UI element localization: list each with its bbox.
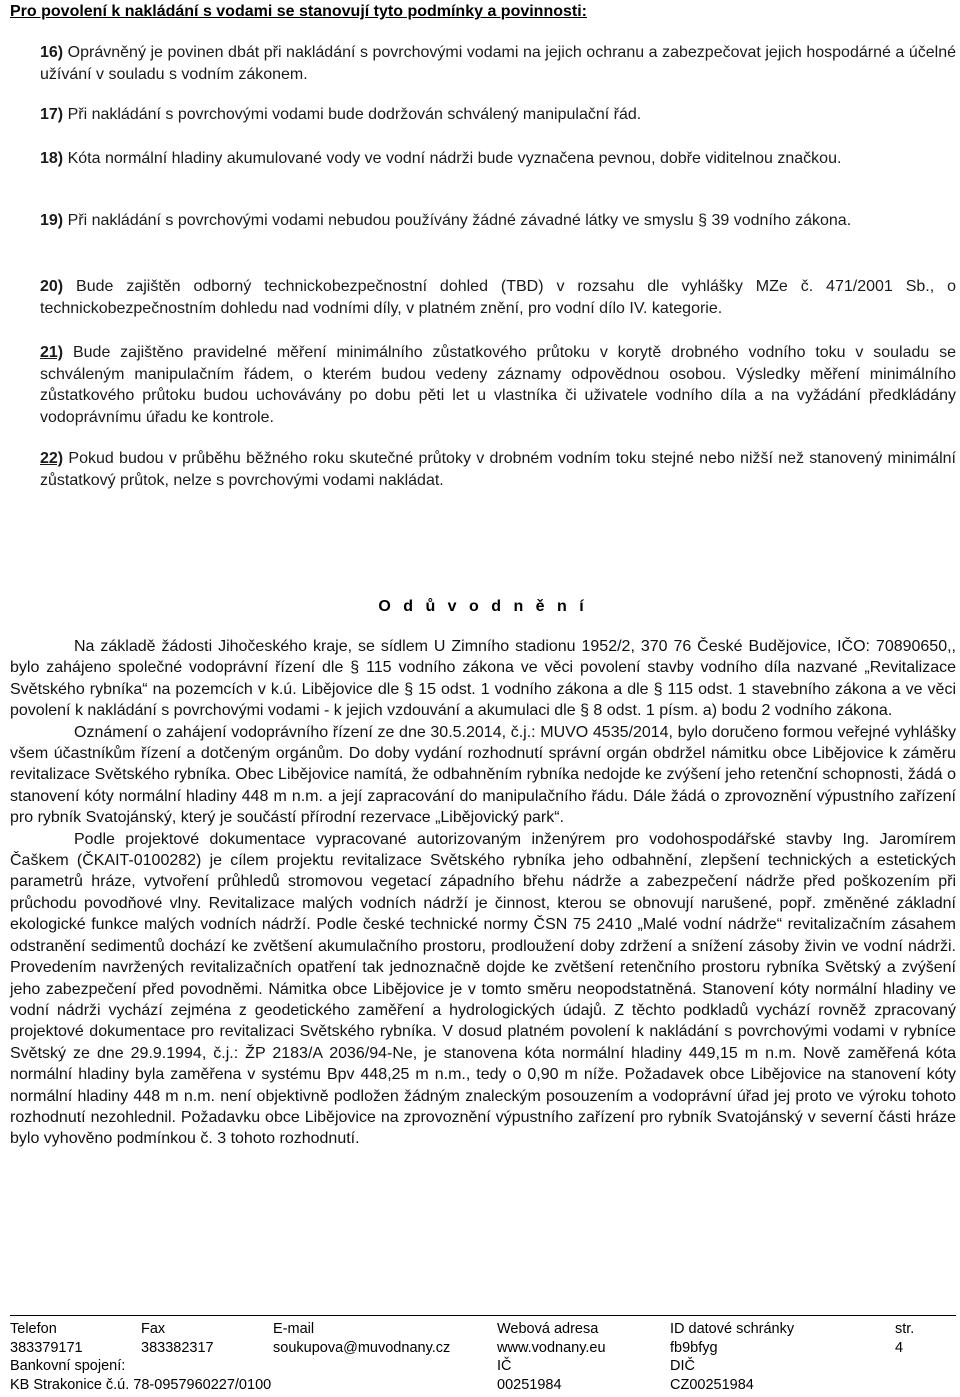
condition-20: 20) Bude zajištěn odborný technickobezpečnostní dohled (TBD) v rozsahu dle vyhlášky MZe č. 471/2001 Sb., o technickobezpečnostním dohledu nad vodními díly, v platném znění, pro vodní dílo IV. kategorie. <box>40 278 956 317</box>
conditions-heading: Pro povolení k nakládání s vodami se stanovují tyto podmínky a povinnosti: <box>10 3 587 20</box>
footer-label-web: Webová adresa <box>497 1321 599 1337</box>
footer-divider <box>10 1315 956 1316</box>
footer-databox: fb9bfyg <box>670 1339 718 1356</box>
reasoning-title: O d ů v o d n ě n í <box>378 598 588 615</box>
footer-label-fax: Fax <box>141 1321 166 1337</box>
footer-row-labels <box>10 1320 956 1339</box>
reasoning-body <box>10 636 956 1150</box>
condition-19: 19) Při nakládání s povrchovými vodami nebudou používány žádné závadné látky ve smyslu § 39 vodního zákona. <box>40 212 852 229</box>
footer-label-bank: Bankovní spojení: <box>10 1358 126 1374</box>
condition-17: 17) Při nakládání s povrchovými vodami bude dodržován schválený manipulační řád. <box>40 106 642 123</box>
footer-email-link[interactable]: soukupova@muvodnany.cz <box>273 1339 451 1356</box>
footer-bank-account: KB Strakonice č.ú. 78-0957960227/0100 <box>10 1376 272 1393</box>
footer-label-page: str. <box>895 1321 915 1337</box>
condition-21: 21) Bude zajištěno pravidelné měření minimálního zůstatkového průtoku v korytě drobného vodního toku v souladu se schváleným manipulačním řádem, o kterém budou vedeny záznamy odpovědnou osobou. Výsledky měření minimálního zůstatkového průtoku budou uchovávány po dobu pěti let u vlastníka či uživatele vodního díla a na vyžádání předkládány vodoprávnímu úřadu ke kontrole. <box>40 344 957 426</box>
reasoning-paragraph: Na základě žádosti Jihočeského kraje, se sídlem U Zimního stadionu 1952/2, 370 76 České Budějovice, IČO: 70890650,, bylo zahájeno společné vodoprávní řízení dle § 115 vodního zákona ve věci povolení stavby vodního díla nazvané „Revitalizace Světského rybníka“ na pozemcích v k.ú. Liběјovice dle § 15 odst. 1 vodního zákona a dle § 115 odst. 1 stavebního zákona a ve věci povolení k nakládání s povrchovými vodami - k jejich vzdouvání a akumulaci dle § 8 odst. 1 písm. a) bodu 2 vodního zákona. <box>10 638 956 720</box>
footer-fax: 383382317 <box>141 1339 214 1356</box>
footer-web-link[interactable]: www.vodnany.eu <box>497 1339 606 1356</box>
footer-label-dic: DIČ <box>670 1358 695 1374</box>
condition-18: 18) Kóta normální hladiny akumulované vody ve vodní nádrži bude vyznačena pevnou, dobře viditelnou značkou. <box>40 150 842 167</box>
footer-page-number: 4 <box>895 1339 904 1356</box>
condition-22: 22) Pokud budou v průběhu běžného roku skutečné průtoky v drobném vodním toku stejné nebo nižší než stanovený minimální zůstatkový průtok, nelze s povrchovými vodami nakládat. <box>40 450 956 489</box>
reasoning-paragraph: Oznámení o zahájení vodoprávního řízení ze dne 30.5.2014, č.j.: MUVO 4535/2014, bylo doručeno formou veřejné vyhlášky všem účastníkům řízení a dotčeným orgánům. Do doby vydání rozhodnutí správní orgán obdržel námitku obce Liběјovice k záměru revitalizace Světského rybníka. Obec Liběјovice namítá, že odbahněním rybníka nedojde ke zvýšení jeho retenční schopnosti, žádá o stanovení kóty normální hladiny 448 m n.m. a její zapracování do manipulačního řádu. Dále žádá o zprovoznění výpustního zařízení pro rybník Svatojánský, který je součástí přírodní rezervace „Liběјovický park“. <box>10 723 956 827</box>
footer-row-bank-values <box>10 1376 956 1395</box>
footer-label-ic: IČ <box>497 1358 512 1374</box>
footer-ic: 00251984 <box>497 1376 562 1393</box>
footer <box>10 1320 956 1394</box>
reasoning-paragraph: Podle projektové dokumentace vypracované autorizovaným inženýrem pro vodohospodářské stavby Ing. Jaromírem Čaškem (ČKAIT-0100282) je cílem projektu revitalizace Světského rybníka jeho odbahnění, zlepšení technických a estetických parametrů hráze, vytvoření průhledů stromovou vegetací západního břehu nádrže a zabezpečení nádrže před poškozením při průchodu povodňové vlny. Revitalizace malých vodních nádrží je činnost, kterou se obnovují narušené, popř. změněné základní ekologické funkce malých vodních nádrží. Podle české technické normy ČSN 75 2410 „Malé vodní nádrže“ revitalizačním zásahem odstranění sedimentů dochází ke zvětšení akumulačního prostoru, prodloužení doby zdržení a snížení zásoby živin ve vodní nádrži. Provedením navržených revitalizačních opatření tak jednoznačně dojde ke zvětšení retenčního prostoru rybníka Světský a zvýšení jeho zabezpečení před povodněmi. Námitka obce Liběјovice je v tomto směru neopodstatněná. Stanovení kóty normální hladiny ve vodní nádrži vychází zejména z geodetického zaměření a hydrologických údajů. Z těchto podkladů vychází rovněž zpracovaný projektové dokumentace pro revitalizaci Světského rybníka. V dosud platném povolení k nakládání s povrchovými vodami v rybníce Světský ze dne 29.9.1994, č.j.: ŽP 2183/A 2036/94-Ne, je stanovena kóta normální hladiny 449,15 m n.m. Nově zaměřená kóta normální hladiny byla zaměřena v systému Bpv 448,25 m n.m., tedy o 0,90 m níže. Požadavek obce Liběјovice na stanovení kóty normální hladiny 448 m n.m. není objektivně podložen žádným znaleckým posouzením a vodoprávní úřad jej proto ve výroku tohoto rozhodnutí nezohlednil. Požadavku obce Liběјovice na zprovoznění výpustního zařízení pro rybník Svatojánský v severní části hráze bylo vyhověno podmínkou č. 3 tohoto rozhodnutí. <box>10 830 956 1148</box>
footer-dic: CZ00251984 <box>670 1376 754 1393</box>
footer-label-phone: Telefon <box>10 1321 57 1337</box>
footer-label-databox: ID datové schránky <box>670 1321 795 1337</box>
condition-16: 16) Oprávněný je povinen dbát při nakládání s povrchovými vodami na jejich ochranu a zabezpečovat jejich hospodárné a účelné užívání v souladu s vodním zákonem. <box>40 44 957 83</box>
footer-phone: 383379171 <box>10 1339 83 1356</box>
footer-label-email: E-mail <box>273 1321 315 1337</box>
footer-row-values <box>10 1339 956 1358</box>
footer-row-bank-labels <box>10 1357 956 1376</box>
